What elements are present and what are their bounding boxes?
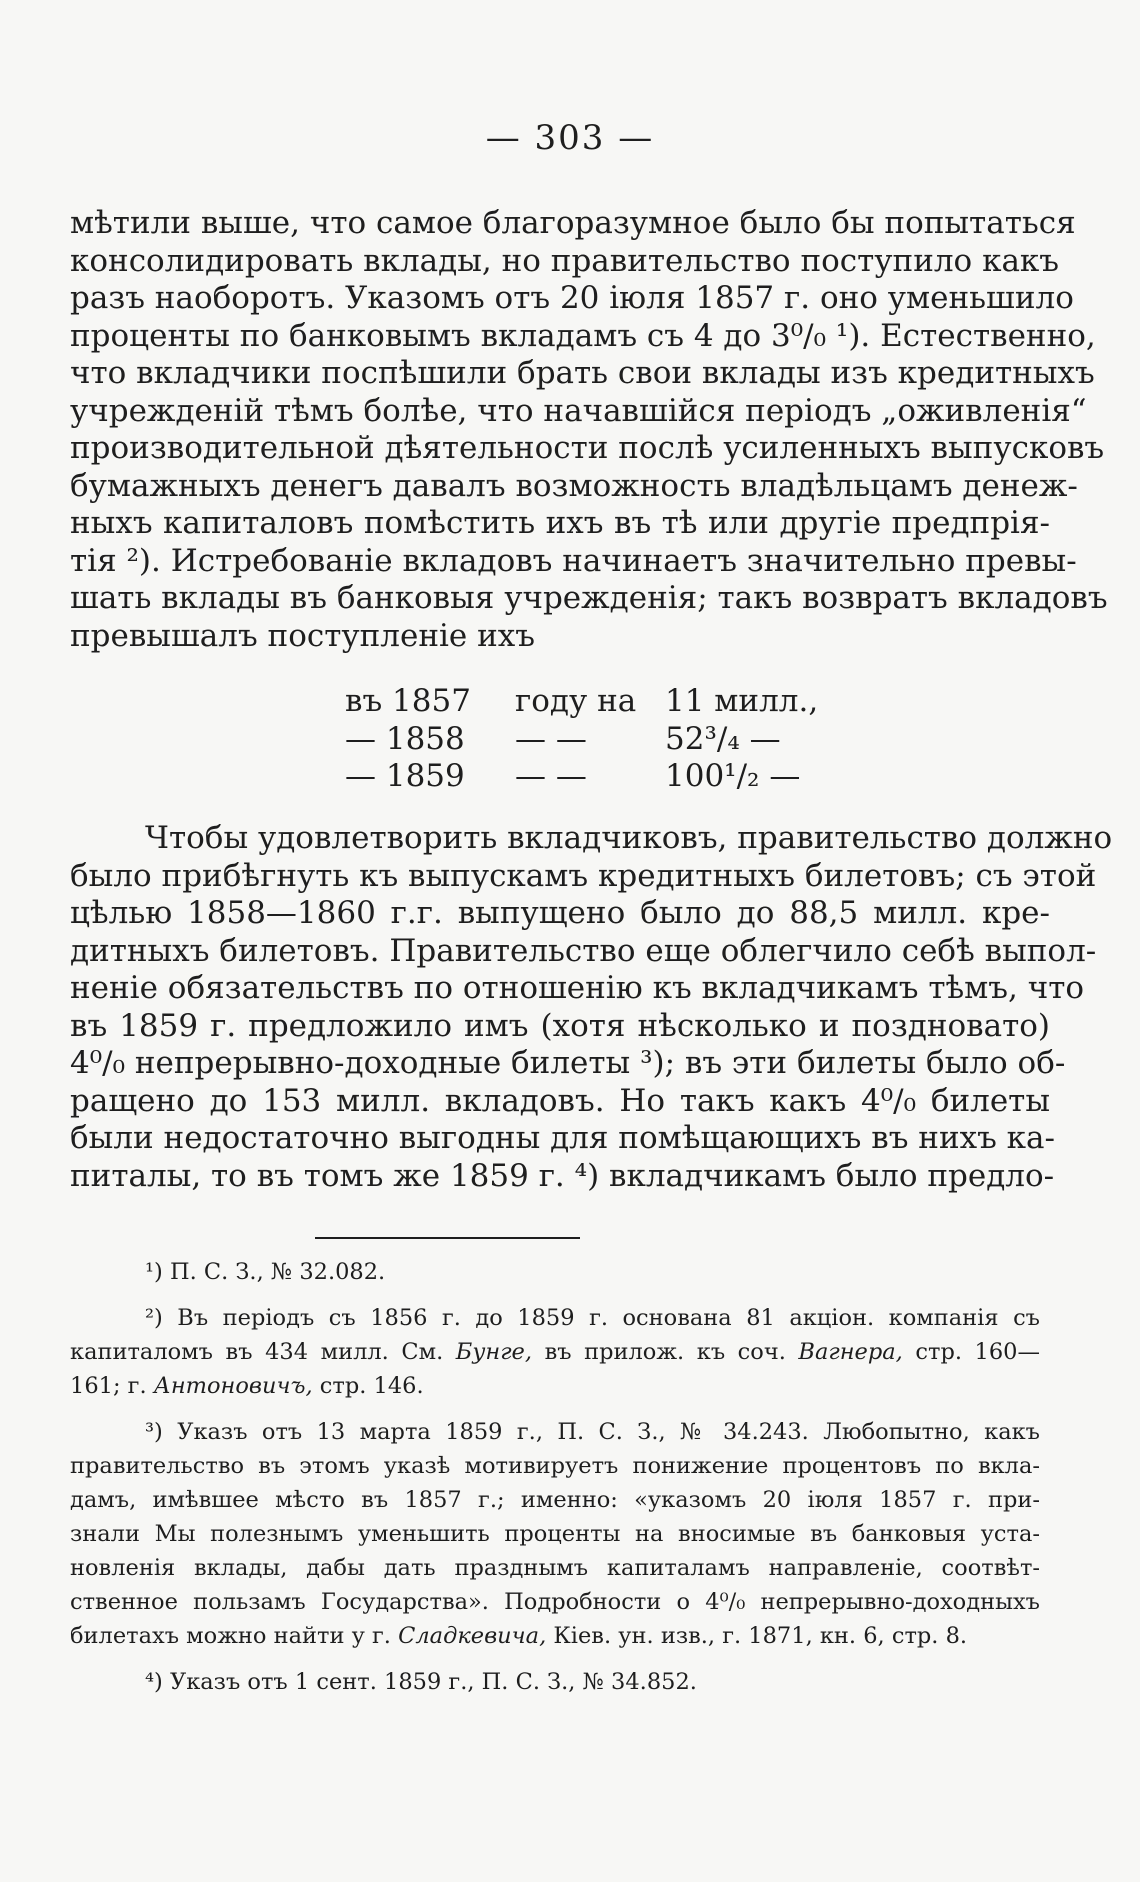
listing-amount: 52³/₄ — xyxy=(665,720,781,757)
footnote-text: капиталомъ въ 434 милл. См. xyxy=(70,1339,456,1365)
footnote-2 xyxy=(70,1301,1040,1403)
footnote-3 xyxy=(70,1415,1040,1653)
footnote-line: правительство въ этомъ указѣ мотивируетъ понижение процентовъ по вкла- xyxy=(70,1453,1040,1479)
footnote-text: стр. 160— xyxy=(902,1339,1040,1365)
listing-amount: 11 милл., xyxy=(665,683,819,719)
footnote-line: ²) Въ періодъ съ 1856 г. до 1859 г. основана 81 акціон. компанія съ xyxy=(145,1305,1040,1331)
text-line: что вкладчики поспѣшили брать свои вклады изъ кредитныхъ xyxy=(70,355,1095,391)
text-line: превышалъ поступленіе ихъ xyxy=(70,617,535,654)
withdrawal-listing xyxy=(345,683,819,796)
text-line: было прибѣгнуть къ выпускамъ кредитныхъ билетовъ; съ этой xyxy=(70,857,1097,894)
text-line: учрежденій тѣмъ болѣе, что начавшійся періодъ „оживленія“ xyxy=(70,392,1087,429)
footnote-line: ⁴) Указъ отъ 1 сент. 1859 г., П. С. З., № 34.852. xyxy=(145,1669,697,1695)
author-name: Антоновичъ, xyxy=(153,1373,313,1399)
footnote-line: знали Мы полезнымъ уменьшить проценты на вносимые въ банковыя уста- xyxy=(70,1521,1040,1547)
footnote-text: стр. 146. xyxy=(312,1373,424,1399)
text-line: производительной дѣятельности послѣ усиленныхъ выпусковъ xyxy=(70,430,1105,466)
footnote-line: ¹) П. С. З., № 32.082. xyxy=(145,1259,386,1285)
footnote-1 xyxy=(70,1255,1040,1289)
text-line: проценты по банковымъ вкладамъ съ 4 до 3⁰/₀ ¹). Естественно, xyxy=(70,317,1096,354)
text-line: 4⁰/₀ непрерывно-доходные билеты ³); въ эти билеты было об- xyxy=(70,1045,1066,1081)
author-name: Бунге, xyxy=(455,1339,533,1365)
text-line: цѣлью 1858—1860 г.г. выпущено было до 88,5 милл. кре- xyxy=(70,895,1050,931)
footnotes xyxy=(70,1255,1040,1711)
listing-amount: 100¹/₂ — xyxy=(665,758,801,794)
listing-mid: — — xyxy=(515,720,587,757)
listing-mid: — — xyxy=(515,758,587,794)
author-name: Вагнера, xyxy=(798,1339,903,1365)
text-line: консолидировать вклады, но правительство поступило какъ xyxy=(70,242,1060,279)
text-line: питалы, то въ томъ же 1859 г. ⁴) вкладчикамъ было предло- xyxy=(70,1157,1055,1194)
paragraph-1 xyxy=(70,205,1108,655)
text-line: бумажныхъ денегъ давалъ возможность владѣльцамъ денеж- xyxy=(70,467,1078,504)
footnote-line: ³) Указъ отъ 13 марта 1859 г., П. С. З., № 34.243. Любопытно, какъ xyxy=(145,1419,1040,1445)
listing-row xyxy=(345,758,801,796)
page-number: — 303 — xyxy=(485,118,655,158)
listing-mid: году на xyxy=(515,683,637,719)
listing-year: — 1859 xyxy=(345,758,465,794)
text-line: ныхъ капиталовъ помѣстить ихъ въ тѣ или другіе предпрія- xyxy=(70,505,1050,541)
text-line: въ 1859 г. предложило имъ (хотя нѣсколько и поздновато) xyxy=(70,1007,1050,1044)
text-line: Чтобы удовлетворить вкладчиковъ, правительство должно xyxy=(145,820,1113,856)
footnote-line xyxy=(70,1335,1040,1369)
paragraph-2 xyxy=(70,820,1113,1195)
listing-row xyxy=(345,720,781,759)
text-line: неніе обязательствъ по отношенію къ вкладчикамъ тѣмъ, что xyxy=(70,970,1085,1006)
text-line: были недостаточно выгодны для помѣщающихъ въ нихъ ка- xyxy=(70,1120,1055,1156)
text-line: дитныхъ билетовъ. Правительство еще облегчило себѣ выпол- xyxy=(70,932,1097,969)
footnote-line xyxy=(70,1369,1040,1403)
footnote-line: ственное пользамъ Государства». Подробности о 4⁰/₀ непрерывно-доходныхъ xyxy=(70,1589,1040,1615)
text-line: ращено до 153 милл. вкладовъ. Но такъ какъ 4⁰/₀ билеты xyxy=(70,1082,1050,1119)
footnote-divider xyxy=(315,1237,580,1239)
text-line: мѣтили выше, что самое благоразумное было бы попытаться xyxy=(70,205,1076,241)
footnote-line: новленія вклады, дабы дать празднымъ капиталамъ направленіе, соотвѣт- xyxy=(70,1555,1040,1581)
text-line: тія ²). Истребованіе вкладовъ начинаетъ значительно превы- xyxy=(70,542,1077,579)
listing-year: — 1858 xyxy=(345,720,465,757)
footnote-text: Кіев. ун. изв., г. 1871, кн. 6, стр. 8. xyxy=(546,1623,968,1649)
footnote-4 xyxy=(70,1665,1040,1699)
text-line: шать вклады въ банковыя учрежденія; такъ возвратъ вкладовъ xyxy=(70,580,1108,616)
footnote-text: въ прилож. къ соч. xyxy=(532,1339,799,1365)
listing-row xyxy=(345,683,819,721)
listing-year: въ 1857 xyxy=(345,683,471,719)
text-line: разъ наоборотъ. Указомъ отъ 20 іюля 1857 г. оно уменьшило xyxy=(70,280,1074,316)
footnote-text: билетахъ можно найти у г. xyxy=(70,1623,399,1649)
footnote-line: дамъ, имѣвшее мѣсто въ 1857 г.; именно: «указомъ 20 іюля 1857 г. при- xyxy=(70,1487,1040,1513)
footnote-line xyxy=(70,1619,1040,1653)
author-name: Сладкевича, xyxy=(398,1623,547,1649)
footnote-text: 161; г. xyxy=(70,1373,154,1399)
